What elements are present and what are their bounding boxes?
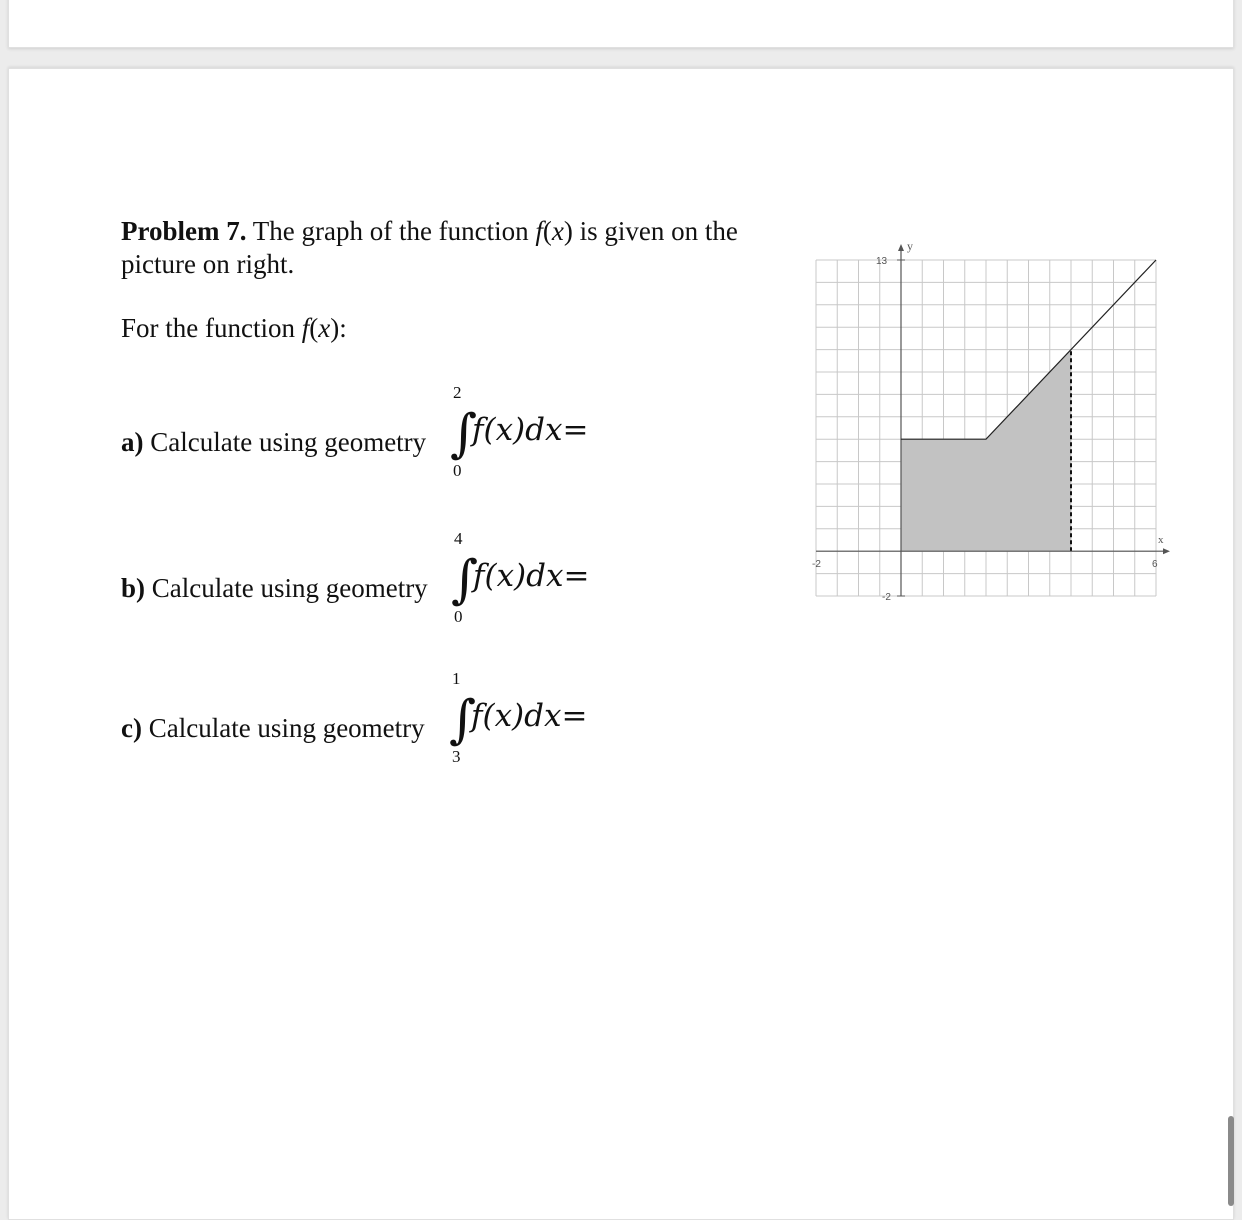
scrollbar-thumb[interactable]: [1228, 1116, 1234, 1206]
x-tick-min: -2: [812, 559, 821, 571]
part-b: [121, 572, 428, 604]
problem-label: Problem 7.: [121, 216, 247, 246]
integral-c: [449, 670, 629, 780]
part-a-letter: a): [121, 427, 144, 457]
x-tick-max: 6: [1152, 559, 1158, 571]
y-axis-label: y: [907, 239, 913, 253]
integral-b: [451, 530, 631, 640]
problem-text-end: ) is given on the: [563, 216, 738, 246]
integral-c-lower: 3: [452, 747, 461, 766]
integral-a-lower: 0: [453, 461, 462, 480]
integral-a-upper: 2: [453, 383, 462, 402]
part-b-text: Calculate using geometry: [145, 573, 428, 603]
y-tick-max: 13: [876, 256, 888, 267]
intro-text: For the function: [121, 313, 302, 343]
part-c-text: Calculate using geometry: [141, 713, 425, 743]
problem-text: The graph of the function: [246, 216, 536, 246]
problem-line-2: picture on right.: [121, 249, 295, 279]
integral-b-upper: 4: [454, 529, 463, 548]
integral-b-sign: ∫: [451, 550, 479, 610]
y-tick-min: -2: [882, 592, 891, 603]
paren-open: (: [542, 216, 552, 246]
problem-line-1: [121, 215, 738, 247]
integral-b-integrand: f(x)dx=: [473, 558, 590, 594]
integral-a: [450, 384, 630, 494]
previous-page: [8, 0, 1234, 48]
integral-a-integrand: f(x)dx=: [472, 412, 589, 448]
integral-a-sign: ∫: [450, 404, 478, 464]
x-axis-label: x: [1158, 534, 1164, 547]
y-axis-arrow: [898, 244, 904, 251]
integral-c-sign: ∫: [449, 690, 477, 750]
function-name: f: [535, 216, 543, 246]
integral-b-lower: 0: [454, 607, 463, 626]
intro-line: [121, 312, 347, 344]
part-b-letter: b): [121, 573, 146, 603]
intro-function-name: f: [301, 313, 310, 343]
x-axis-arrow: [1163, 548, 1170, 554]
part-a-text: Calculate using geometry: [143, 427, 427, 457]
part-a: [121, 426, 426, 458]
intro-text-end: ):: [330, 313, 347, 343]
intro-paren-open: (: [309, 313, 319, 343]
intro-function-var: x: [318, 313, 331, 343]
function-graph: [806, 236, 1178, 608]
function-var: x: [551, 216, 564, 246]
part-c-letter: c): [121, 713, 142, 743]
integral-c-upper: 1: [452, 669, 461, 688]
integral-c-integrand: f(x)dx=: [471, 698, 588, 734]
part-c: [121, 712, 425, 744]
